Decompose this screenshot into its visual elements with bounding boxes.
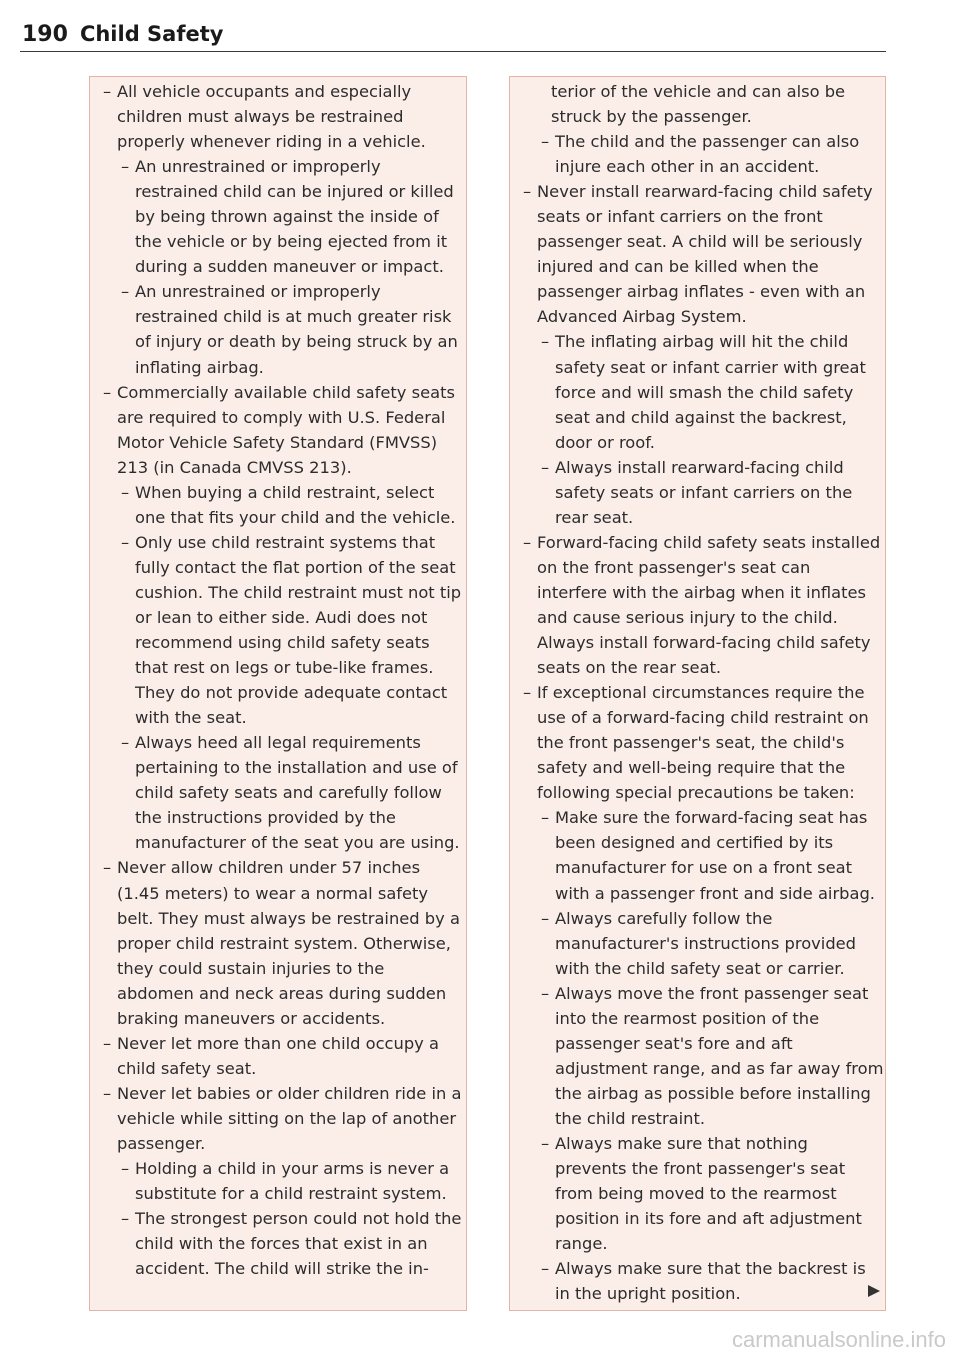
list-item: – If exceptional circumstances require the use of a forward-facing child restraint on the front passenger's seat, the child's safety and well-being require that the following special precautions be taken: xyxy=(520,680,884,805)
list-item: – Never allow children under 57 inches (1.45 meters) to wear a normal safety belt. They must always be restrained by a proper child restraint system. Otherwise, they could sustain injuries to the abdomen and neck areas during sudden braking maneuvers or accidents. xyxy=(100,855,466,1030)
list-item: – When buying a child restraint, select one that fits your child and the vehicle. xyxy=(100,480,466,530)
continue-arrow-icon xyxy=(868,1285,880,1297)
continuation-text: terior of the vehicle and can also be struck by the passenger. xyxy=(551,82,846,127)
page-number: 190 xyxy=(22,22,68,47)
list-item: – Always carefully follow the manufacturer's instructions provided with the child safety seat or carrier. xyxy=(520,906,884,981)
list-item: – Holding a child in your arms is never a substitute for a child restraint system. xyxy=(100,1156,466,1206)
list-item: – Forward-facing child safety seats installed on the front passenger's seat can interfere with the airbag when it inflates and cause serious injury to the child. Always install forward-facing child safety seats on the rear seat. xyxy=(520,530,884,680)
list-item: – Always move the front passenger seat into the rearmost position of the passenger seat's fore and aft adjustment range, and as far away from the airbag as possible before installing the child restraint. xyxy=(520,981,884,1131)
watermark: carmanualsonline.info xyxy=(731,1327,946,1352)
right-column xyxy=(520,79,884,1306)
list-item: – An unrestrained or improperly restrained child can be injured or killed by being thrown against the inside of the vehicle or by being ejected from it during a sudden maneuver or impact. xyxy=(100,154,466,279)
list-item: – Commercially available child safety seats are required to comply with U.S. Federal Motor Vehicle Safety Standard (FMVSS) 213 (in Canada CMVSS 213). xyxy=(100,380,466,480)
list-item: – Always heed all legal requirements pertaining to the installation and use of child safety seats and carefully follow the instructions provided by the manufacturer of the seat you are using. xyxy=(100,730,466,855)
list-item: – The child and the passenger can also injure each other in an accident. xyxy=(520,129,884,179)
list-item: – Never install rearward-facing child safety seats or infant carriers on the front passenger seat. A child will be seriously injured and can be killed when the passenger airbag inflates - even with an Advanced Airbag System. xyxy=(520,179,884,329)
list-item: – Always make sure that the backrest is in the upright position. xyxy=(520,1256,884,1306)
list-item: – Always make sure that nothing prevents the front passenger's seat from being moved to the rearmost position in its fore and aft adjustment range. xyxy=(520,1131,884,1256)
list-item: – The inflating airbag will hit the child safety seat or infant carrier with great force and will smash the child safety seat and child against the backrest, door or roof. xyxy=(520,329,884,454)
list-item: – An unrestrained or improperly restrained child is at much greater risk of injury or death by being struck by an inflating airbag. xyxy=(100,279,466,379)
list-item: – The strongest person could not hold the child with the forces that exist in an accident. The child will strike the in- xyxy=(100,1206,466,1281)
list-item: – Always install rearward-facing child safety seats or infant carriers on the rear seat. xyxy=(520,455,884,530)
list-item: – Only use child restraint systems that fully contact the flat portion of the seat cushion. The child restraint must not tip or lean to either side. Audi does not recommend using child safety seats that rest on legs or tube-like frames. They do not provide adequate contact with the seat. xyxy=(100,530,466,730)
page-header xyxy=(22,22,223,47)
section-title: Child Safety xyxy=(79,22,224,46)
list-item: – Never let more than one child occupy a child safety seat. xyxy=(100,1031,466,1081)
header-rule xyxy=(20,51,886,52)
list-item: – Never let babies or older children ride in a vehicle while sitting on the lap of another passenger. xyxy=(100,1081,466,1156)
list-item: – All vehicle occupants and especially children must always be restrained properly whenever riding in a vehicle. xyxy=(100,79,466,154)
left-column xyxy=(100,79,466,1281)
list-item: – Make sure the forward-facing seat has been designed and certified by its manufacturer for use on a front seat with a passenger front and side airbag. xyxy=(520,805,884,905)
